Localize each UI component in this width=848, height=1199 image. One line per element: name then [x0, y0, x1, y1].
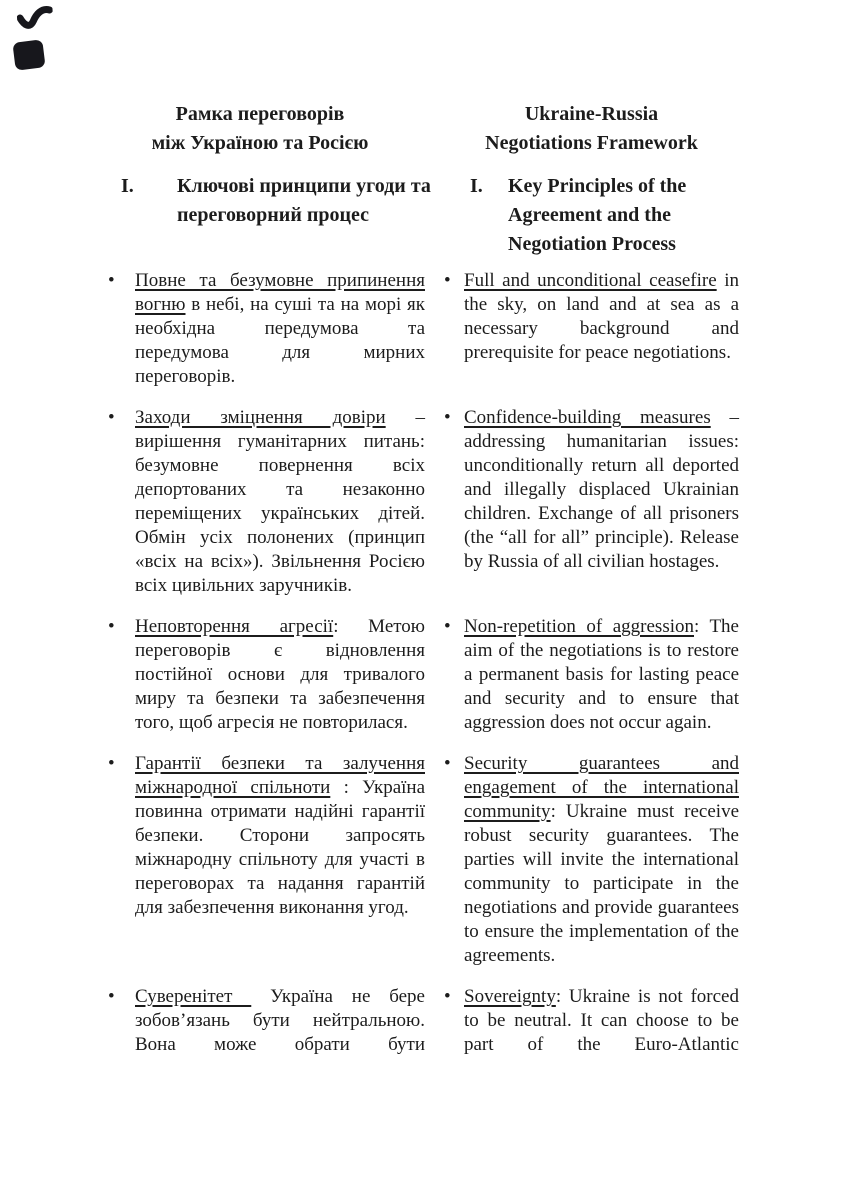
section-number-uk: I.	[121, 175, 134, 197]
bullet-en	[444, 406, 739, 598]
bullet-row	[95, 615, 739, 735]
bullet-text-en	[464, 406, 739, 574]
bullet-icon: •	[108, 616, 115, 637]
document-content	[95, 100, 739, 1074]
bullet-icon: •	[444, 616, 451, 637]
bullet-icon: •	[444, 986, 451, 1007]
heading-en-line2: Agreement and the	[508, 204, 671, 226]
bullet-text-uk	[135, 269, 425, 389]
bullet-uk	[95, 615, 425, 735]
bullet-text-en	[464, 985, 739, 1057]
bullet-lead-en: Security guarantees and engagement of the international community	[464, 753, 739, 822]
section-heading-en	[470, 172, 765, 259]
bullet-rest-en: – addressing humanitarian issues: unconditionally return all deported and illegally displaced Ukrainian children. Exchange of all prisoners (the “all for all” principle). Release by Russia of all civilian hostages.	[464, 407, 739, 572]
bullet-text-uk	[135, 406, 425, 598]
bullet-rest-uk: – вирішення гуманітарних питань: безумовне повернення всіх депортованих та незаконно переміщених українських дітей. Обмін усіх полонених (принцип «всіх на всіх»). Звільнення Росією всіх цивільних заручників.	[135, 407, 426, 596]
bullet-lead-en: Non-repetition of aggression	[464, 616, 694, 637]
bullet-row	[95, 269, 739, 389]
bullet-text-uk	[135, 615, 425, 735]
section-heading-text-uk	[177, 172, 431, 230]
bullet-icon: •	[108, 407, 115, 428]
bullet-lead-en: Full and unconditional ceasefire	[464, 270, 717, 291]
bullet-rows	[95, 269, 739, 1057]
bullet-uk	[95, 406, 425, 598]
bullet-text-en	[464, 615, 739, 735]
title-uk-line1: Рамка переговорів	[175, 103, 345, 125]
bullet-rest-uk: в небі, на суші та на морі як необхідна передумова та передумова для мирних переговорів.	[135, 294, 425, 387]
bullet-uk	[95, 269, 425, 389]
bullet-text-en	[464, 269, 739, 365]
title-en-line2: Negotiations Framework	[485, 132, 698, 154]
bullet-lead-uk: Повне та безумовне припинення вогню	[135, 270, 425, 315]
bullet-text-uk	[135, 752, 425, 920]
bullet-icon: •	[444, 270, 451, 291]
ink-blob-mark-icon	[9, 36, 49, 74]
heading-uk-line1: Ключові принципи угоди та	[177, 175, 431, 197]
bullet-lead-uk: Суверенітет	[135, 986, 252, 1007]
section-heading-text-en	[508, 172, 686, 259]
heading-en-line3: Negotiation Process	[508, 233, 676, 255]
bullet-row	[95, 406, 739, 598]
bullet-text-uk	[135, 985, 425, 1057]
title-uk-line2: між Україною та Росією	[151, 132, 369, 154]
bullet-rest-en: in the sky, on land and at sea as a necessary background and prerequisite for peace negotiations.	[464, 270, 739, 363]
bullet-en	[444, 269, 739, 389]
bullet-rest-uk: : Україна повинна отримати надійні гарантії безпеки. Сторони запросять міжнародну спільноту для участі в переговорах та надання гарантій для забезпечення виконання угод.	[135, 777, 426, 918]
bullet-row	[95, 752, 739, 968]
bullet-uk	[95, 752, 425, 968]
bullet-icon: •	[108, 986, 115, 1007]
title-en-line1: Ukraine-Russia	[524, 103, 659, 125]
section-heading-uk	[95, 172, 451, 259]
bullet-lead-en: Sovereignty	[464, 986, 556, 1007]
bullet-rest-uk: Україна не бере зобов’язань бути нейтральною. Вона може обрати бути	[135, 986, 425, 1055]
bullet-uk	[95, 985, 425, 1057]
bullet-row	[95, 985, 739, 1057]
bullet-en	[444, 752, 739, 968]
ink-check-mark-icon	[16, 2, 54, 32]
section-heading-row	[95, 172, 739, 259]
section-number-en: I.	[470, 175, 483, 197]
bullet-icon: •	[108, 753, 115, 774]
bullet-en	[444, 985, 739, 1057]
bullet-rest-en: : The aim of the negotiations is to restore a permanent basis for lasting peace and security and to ensure that aggression does not occur again.	[464, 616, 739, 733]
bullet-lead-en: Confidence-building measures	[464, 407, 711, 428]
bullet-icon: •	[444, 753, 451, 774]
bullet-lead-uk: Заходи зміцнення довіри	[135, 407, 386, 428]
bullet-lead-uk: Неповторення агресії	[135, 616, 334, 637]
bullet-rest-en: : Ukraine is not forced to be neutral. It can choose to be part of the Euro-Atlantic	[464, 986, 739, 1055]
title-row	[95, 100, 739, 158]
bullet-lead-uk: Гарантії безпеки та залучення міжнародної спільноти	[135, 753, 425, 798]
bullet-text-en	[464, 752, 739, 968]
title-en	[444, 100, 739, 158]
bullet-rest-uk: : Метою переговорів є відновлення постійної основи для тривалого миру та безпеки та забезпечення того, щоб агресія не повторилася.	[135, 616, 425, 733]
bullet-rest-en: : Ukraine must receive robust security guarantees. The parties will invite the international community to participate in the negotiations and provide guarantees to ensure the implementation of the agreements.	[464, 801, 739, 966]
bullet-icon: •	[444, 407, 451, 428]
bullet-en	[444, 615, 739, 735]
title-uk	[95, 100, 425, 158]
bullet-icon: •	[108, 270, 115, 291]
heading-uk-line2: переговорний процес	[177, 204, 370, 226]
heading-en-line1: Key Principles of the	[508, 175, 687, 197]
